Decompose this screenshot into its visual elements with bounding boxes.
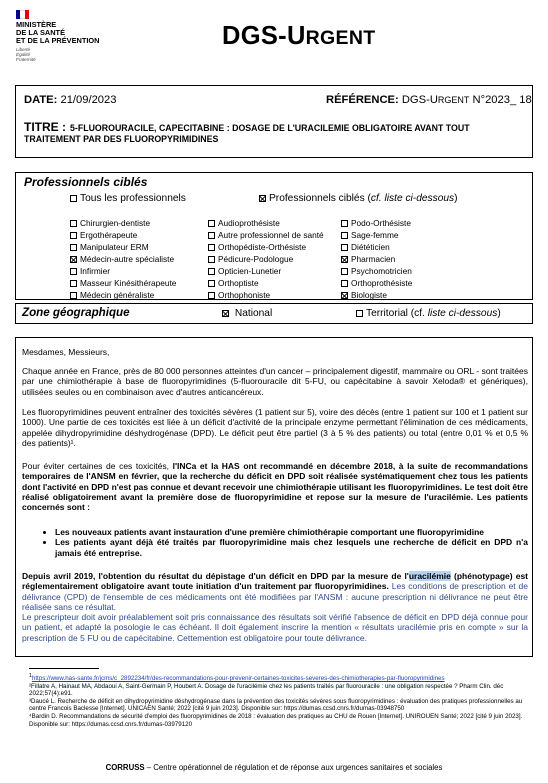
profession-label: Pharmacien [351, 254, 396, 264]
profession-checkbox[interactable] [208, 268, 215, 275]
professions-column-2 [208, 217, 324, 301]
profession-option[interactable] [70, 253, 176, 265]
profession-checkbox[interactable] [208, 256, 215, 263]
paragraph-2: Les fluoropyrimidines peuvent entraîner des toxicités sévères (1 patient sur 5), voire des décès (entre 1 patient sur 100 et 1 patient sur 1000). Une partie de ces toxicités est liée à un déficit d'activité de la principale enzyme permettant l'élimination de ces médicaments, appelée dihydropyrimidine déshydrogénase (DPD). Le déficit peut être partiel (3 à 5 % des patients) ou total (entre 0,01 % et 0,5 % des patients)¹. [22, 407, 528, 448]
all-professionals-checkbox[interactable] [70, 195, 77, 202]
profession-option[interactable] [70, 229, 176, 241]
profession-checkbox[interactable] [208, 220, 215, 227]
highlighted-word: uracilémie [408, 571, 451, 581]
profession-label: Manipulateur ERM [80, 242, 149, 252]
page-title: DGS-URGENT [222, 22, 376, 50]
profession-option[interactable] [208, 265, 324, 277]
ministry-name: MINISTÈRE DE LA SANTÉ ET DE LA PRÉVENTION [16, 20, 100, 45]
profession-label: Médecin généraliste [80, 290, 155, 300]
profession-option[interactable] [70, 277, 176, 289]
profession-label: Chirurgien-dentiste [80, 218, 151, 228]
reference-row: RÉFÉRENCE: DGS-URGENT N°2023_ 18 [326, 94, 532, 106]
paragraph-3: Pour éviter certaines de ces toxicités, l'INCa et la HAS ont recommandé en décembre 2018, à la suite de recommandations temporaires de l'ANSM en février, que la recherche du déficit en DPD soit réalisée systématiquement chez tous les patients dont l'activité en DPD n'est pas connue et devant recevoir une chimiothérapie utilisant les fluoropyrimidines. Le test doit être réalisé obligatoirement avant la première dose de fluoropyrimidine et repose sur la mesure de l'uracilémie. Les patients concernés sont : [22, 461, 528, 513]
profession-label: Diététicien [351, 242, 390, 252]
date-row: DATE: 21/09/2023 [24, 94, 117, 106]
profession-option[interactable] [208, 277, 324, 289]
titre-line-2: TRAITEMENT PAR DES FLUOROPYRIMIDINES [24, 134, 219, 144]
profession-option[interactable] [341, 253, 412, 265]
profession-checkbox[interactable] [341, 268, 348, 275]
profession-label: Médecin-autre spécialiste [80, 254, 175, 264]
option-territorial[interactable]: Territorial (cf. liste ci-dessous) [356, 308, 501, 319]
titre-line-1: 5-FLUOROURACILE, CAPECITABINE : DOSAGE DE L'URACILEMIE OBLIGATOIRE AVANT TOUT [70, 123, 470, 133]
paragraph-5: Le prescripteur doit avoir préalablement soit pris connaissance des résultats soit vérifié l'absence de déficit en DPD déjà connue pour un patient, et adapté la posologie le cas échéant. Il doit également inscrire la mention « résultats uracilémie pris en compte » sur la prescription de 5 FU ou de capécitabine. Cettemention est obligatoire pour toute délivrance. [22, 612, 528, 643]
footnote-4: ⁴Bardin D. Recommandations de sécurité d'emploi des fluoropyrimidines de 2018 : évaluation des pratiques au CHU de Rouen [Internet]. UNIROUEN Santé; 2022 [cité 9 juin 2023]. Disponible sur: https://dumas.ccsd.cnrs.fr/dumas-03979120 [29, 713, 523, 728]
profession-checkbox[interactable] [70, 232, 77, 239]
profession-option[interactable] [208, 253, 324, 265]
profession-option[interactable] [70, 217, 176, 229]
page-footer: CORRUSS – Centre opérationnel de régulation et de réponse aux urgences sanitaires et sociales [105, 763, 443, 772]
zone-title: Zone géographique [22, 306, 130, 319]
profession-label: Pédicure-Podologue [218, 254, 294, 264]
targeted-professionals-checkbox[interactable] [259, 195, 266, 202]
profession-checkbox[interactable] [70, 268, 77, 275]
profession-checkbox[interactable] [70, 220, 77, 227]
territorial-checkbox[interactable] [356, 310, 363, 317]
profession-checkbox[interactable] [341, 256, 348, 263]
profession-label: Audioprothésiste [218, 218, 280, 228]
republique-flag-logo [16, 10, 29, 19]
paragraph-4: Depuis avril 2019, l'obtention du résultat du dépistage d'un déficit en DPD par la mesure de l'uracilémie (phénotypage) est réglementairement obligatoire avant toute initiation d'un traitement par fluoropyrimidines. Les conditions de prescription et de délivrance (CPD) de l'ensemble de ces médicaments ont été modifiées par l'ANSM : aucune prescription ni délivrance ne peut être réalisée sans ce résultat. [22, 571, 528, 612]
profession-checkbox[interactable] [70, 244, 77, 251]
profession-label: Autre professionnel de santé [218, 230, 324, 240]
list-item: • Les nouveaux patients avant instauration d'une première chimiothérapie comportant une fluoropyrimidine [55, 527, 528, 537]
option-national[interactable]: National [222, 308, 272, 319]
national-checkbox[interactable] [222, 310, 229, 317]
profession-option[interactable] [341, 265, 412, 277]
profession-option[interactable] [341, 277, 412, 289]
profession-checkbox[interactable] [70, 256, 77, 263]
profession-label: Infirmier [80, 266, 110, 276]
footnote-2: ²Fillatre A, Hainaut MA, Abdaoui A, Saint-Germain P, Houbert A. Dosage de l'uracilémie chez les patients traités par fluorouracile : une obligation respectée ? Pharm Clin. déc 2022;57(4):e91. [29, 682, 504, 698]
profession-checkbox[interactable] [70, 292, 77, 299]
profession-option[interactable] [70, 265, 176, 277]
profession-label: Ergothérapeute [80, 230, 138, 240]
profession-label: Biologiste [351, 290, 387, 300]
profession-label: Orthophoniste [218, 290, 271, 300]
profession-label: Orthoprothésiste [351, 278, 413, 288]
profession-label: Orthopédiste-Orthésiste [218, 242, 307, 252]
profession-checkbox[interactable] [341, 292, 348, 299]
profession-checkbox[interactable] [341, 244, 348, 251]
profession-label: Psychomotricien [351, 266, 412, 276]
option-targeted-professionals[interactable]: Professionnels ciblés (cf. liste ci-dessous) [259, 193, 458, 204]
bullet-list [22, 527, 528, 558]
profession-label: Masseur Kinésithérapeute [80, 278, 177, 288]
footnote-3: ³Daucé L. Recherche de déficit en dihydropyrimidine déshydrogénase dans la prévention des toxicités sévères sous fluoropyrimidines : évaluation des pratiques professionnelles au centre Francois Baclesse [Internet]. UNICAEN Santé; 2022 [cité 9 juin 2023]. Disponible sur: https://dumas.ccsd.cnrs.fr/dumas-03948750 [29, 697, 523, 713]
profession-checkbox[interactable] [341, 220, 348, 227]
footnote-1-link[interactable]: https://www.has-sante.fr/jcms/c_2892234/fr/des-recommandations-pour-prevenir-certaines-toxicites-severes-des-chimiotherapies-par-fluoropyrimidines [31, 675, 445, 683]
profession-checkbox[interactable] [70, 280, 77, 287]
footnote-1: $^1$https://www.has-sante.fr/jcms/c_2892234/fr/des-recommandations-pour-prevenir-certaines-toxicites-severes-des-chimiotherapies-par-fluoropyrimidines [29, 673, 445, 683]
profession-option[interactable] [341, 241, 412, 253]
profession-checkbox[interactable] [341, 232, 348, 239]
profession-option[interactable] [208, 289, 324, 301]
profession-label: Orthoptiste [218, 278, 259, 288]
profession-label: Opticien-Lunetier [218, 266, 282, 276]
professions-column-3 [341, 217, 412, 301]
profession-option[interactable] [341, 229, 412, 241]
list-item: • Les patients ayant déjà été traités par fluoropyrimidine mais chez lesquels une recherche de déficit en DPD n'a jamais été entreprise. [55, 537, 528, 558]
republic-motto: Liberté Égalité Fraternité [16, 47, 36, 62]
footnotes [29, 673, 523, 728]
paragraph-1: Chaque année en France, près de 80 000 personnes atteintes d'un cancer – principalement digestif, mammaire ou ORL - sont traitées par une chimiothérapie à base de fluoropyrimidines (5-fluorouracile dit 5-FU, ou capécitabine à savoir Xeloda® et génériques), utilisées seules ou en combinaison avec d'autres anticancéreux. [22, 366, 528, 397]
greeting: Mesdames, Messieurs, [22, 347, 110, 357]
titre-label: TITRE : [24, 120, 66, 134]
profession-checkbox[interactable] [341, 280, 348, 287]
profession-label: Sage-femme [351, 230, 399, 240]
professionnels-title: Professionnels ciblés [24, 175, 148, 189]
profession-checkbox[interactable] [208, 292, 215, 299]
profession-option[interactable] [70, 241, 176, 253]
profession-label: Podo-Orthésiste [351, 218, 411, 228]
profession-option[interactable] [341, 289, 412, 301]
profession-checkbox[interactable] [208, 280, 215, 287]
profession-option[interactable] [341, 217, 412, 229]
profession-checkbox[interactable] [208, 232, 215, 239]
option-all-professionals[interactable]: Tous les professionnels [70, 193, 186, 204]
profession-option[interactable] [70, 289, 176, 301]
profession-option[interactable] [208, 241, 324, 253]
profession-option[interactable] [208, 217, 324, 229]
profession-option[interactable] [208, 229, 324, 241]
footnote-separator [29, 668, 99, 669]
profession-checkbox[interactable] [208, 244, 215, 251]
professions-column-1 [70, 217, 176, 301]
